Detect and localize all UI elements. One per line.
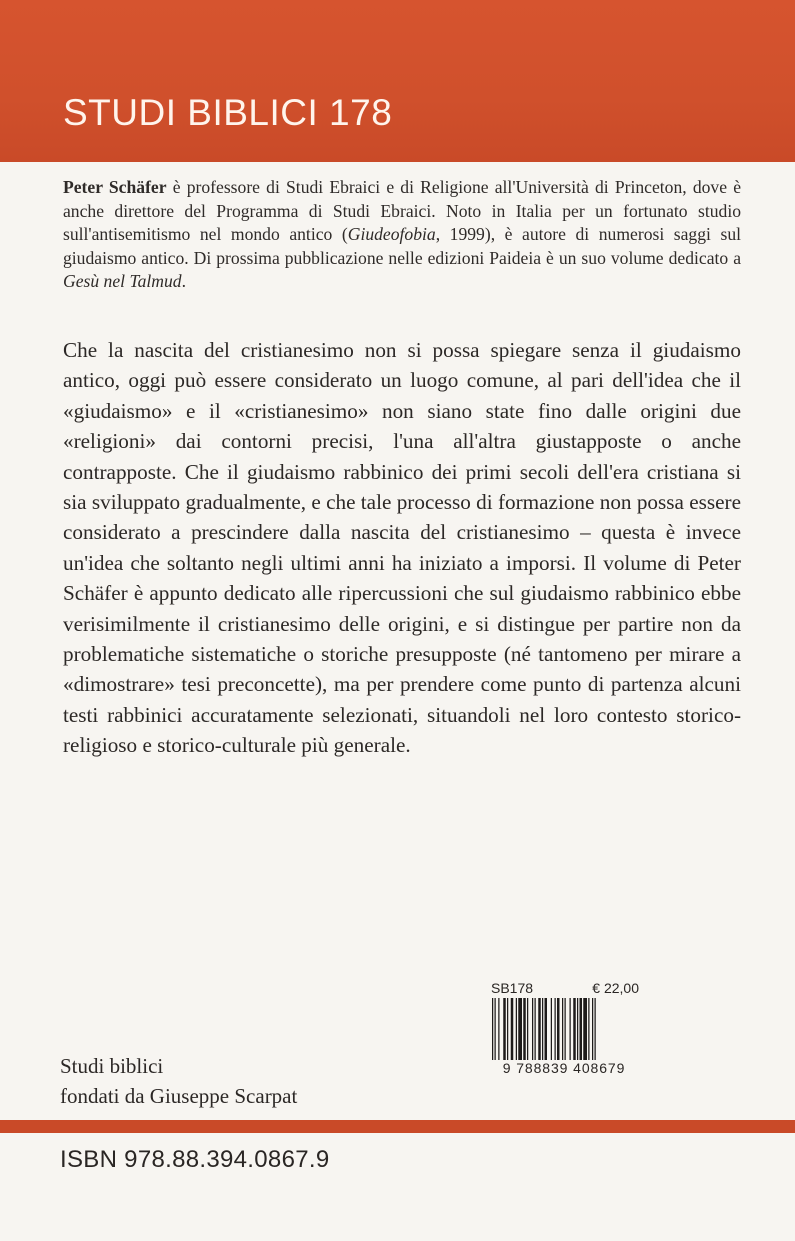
barcode-bar	[577, 998, 578, 1060]
barcode-bar	[498, 998, 499, 1060]
barcode-bar	[551, 998, 552, 1060]
author-bio-text-2: , 1999), è autore di numerosi saggi sul giudaismo antico. Di prossima pubblicazione nelle edizioni Paideia è un suo volume dedicato a	[63, 224, 741, 268]
barcode-bar	[535, 998, 536, 1060]
barcode-bar	[492, 998, 493, 1060]
barcode-bar	[562, 998, 563, 1060]
series-info	[60, 1051, 297, 1111]
isbn: ISBN 978.88.394.0867.9	[60, 1146, 330, 1173]
bottom-rule	[0, 1120, 795, 1133]
barcode-bar	[495, 998, 496, 1060]
barcode-bar	[555, 998, 556, 1060]
barcode-bar	[516, 998, 517, 1060]
barcode-bar	[573, 998, 576, 1060]
barcode-bar	[511, 998, 514, 1060]
author-name: Peter Schäfer	[63, 177, 167, 197]
barcode-bar	[557, 998, 560, 1060]
author-bio-text-1: è professore di Studi Ebraici e di Religione all'Università di Princeton, dove è anche direttore del Programma di Studi Ebraici. Noto in Italia per un fortunato studio sull'antisemitismo nel mondo antico (	[63, 177, 741, 245]
series-name: Studi biblici	[60, 1054, 164, 1078]
barcode-bar	[532, 998, 533, 1060]
author-bio-italic-2: Gesù nel Talmud	[63, 271, 182, 292]
title-band	[0, 0, 795, 162]
product-code: SB178	[491, 980, 534, 996]
series-title: STUDI BIBLICI 178	[63, 92, 393, 133]
barcode-bar	[592, 998, 593, 1060]
barcode	[491, 998, 639, 1060]
barcode-bar	[583, 998, 587, 1060]
barcode-bar	[580, 998, 583, 1060]
barcode-bar	[523, 998, 526, 1060]
barcode-bar	[595, 998, 596, 1060]
author-bio-text-3: .	[181, 271, 187, 292]
author-bio	[63, 176, 741, 294]
series-founder: fondati da Giuseppe Scarpat	[60, 1084, 298, 1108]
author-bio-italic-1: Giudeofobia	[347, 224, 436, 245]
barcode-bar	[565, 998, 566, 1060]
price: € 22,00	[592, 980, 639, 996]
barcode-bar	[518, 998, 522, 1060]
barcode-bar	[527, 998, 528, 1060]
barcode-bar	[545, 998, 548, 1060]
barcode-bar	[507, 998, 508, 1060]
book-description: Che la nascita del cristianesimo non si possa spiegare senza il giudaismo antico, oggi può essere considerato un luogo comune, al pari dell'idea che il «giudaismo» e il «cristianesimo» non siano state fino dalle origini due «religioni» dai contorni precisi, l'una all'altra giustapposte o anche contrapposte. Che il giudaismo rabbinico dei primi secoli dell'era cristiana si sia sviluppato gradualmente, e che tale processo di formazione non possa essere considerato a prescindere dalla nascita del cristianesimo – questa è invece un'idea che soltanto negli ultimi anni ha iniziato a imporsi. Il volume di Peter Schäfer è appunto dedicato alle ripercussioni che sul giudaismo rabbinico ebbe verisimilmente il cristianesimo delle origini, e si distingue per partire non da problematiche sistematiche o storiche presupposte (né tantomeno per mirare a «dimostrare» tesi preconcette), ma per prendere come punto di partenza alcuni testi rabbinici accuratamente selezionati, situandoli nel loro contesto storico-religioso e storico-culturale più generale.	[63, 338, 741, 758]
barcode-bar	[503, 998, 506, 1060]
barcode-bar	[570, 998, 571, 1060]
barcode-bar	[542, 998, 543, 1060]
barcode-digits: 9 788839 408679	[502, 1060, 626, 1076]
barcode-bar	[588, 998, 589, 1060]
barcode-bar	[538, 998, 541, 1060]
